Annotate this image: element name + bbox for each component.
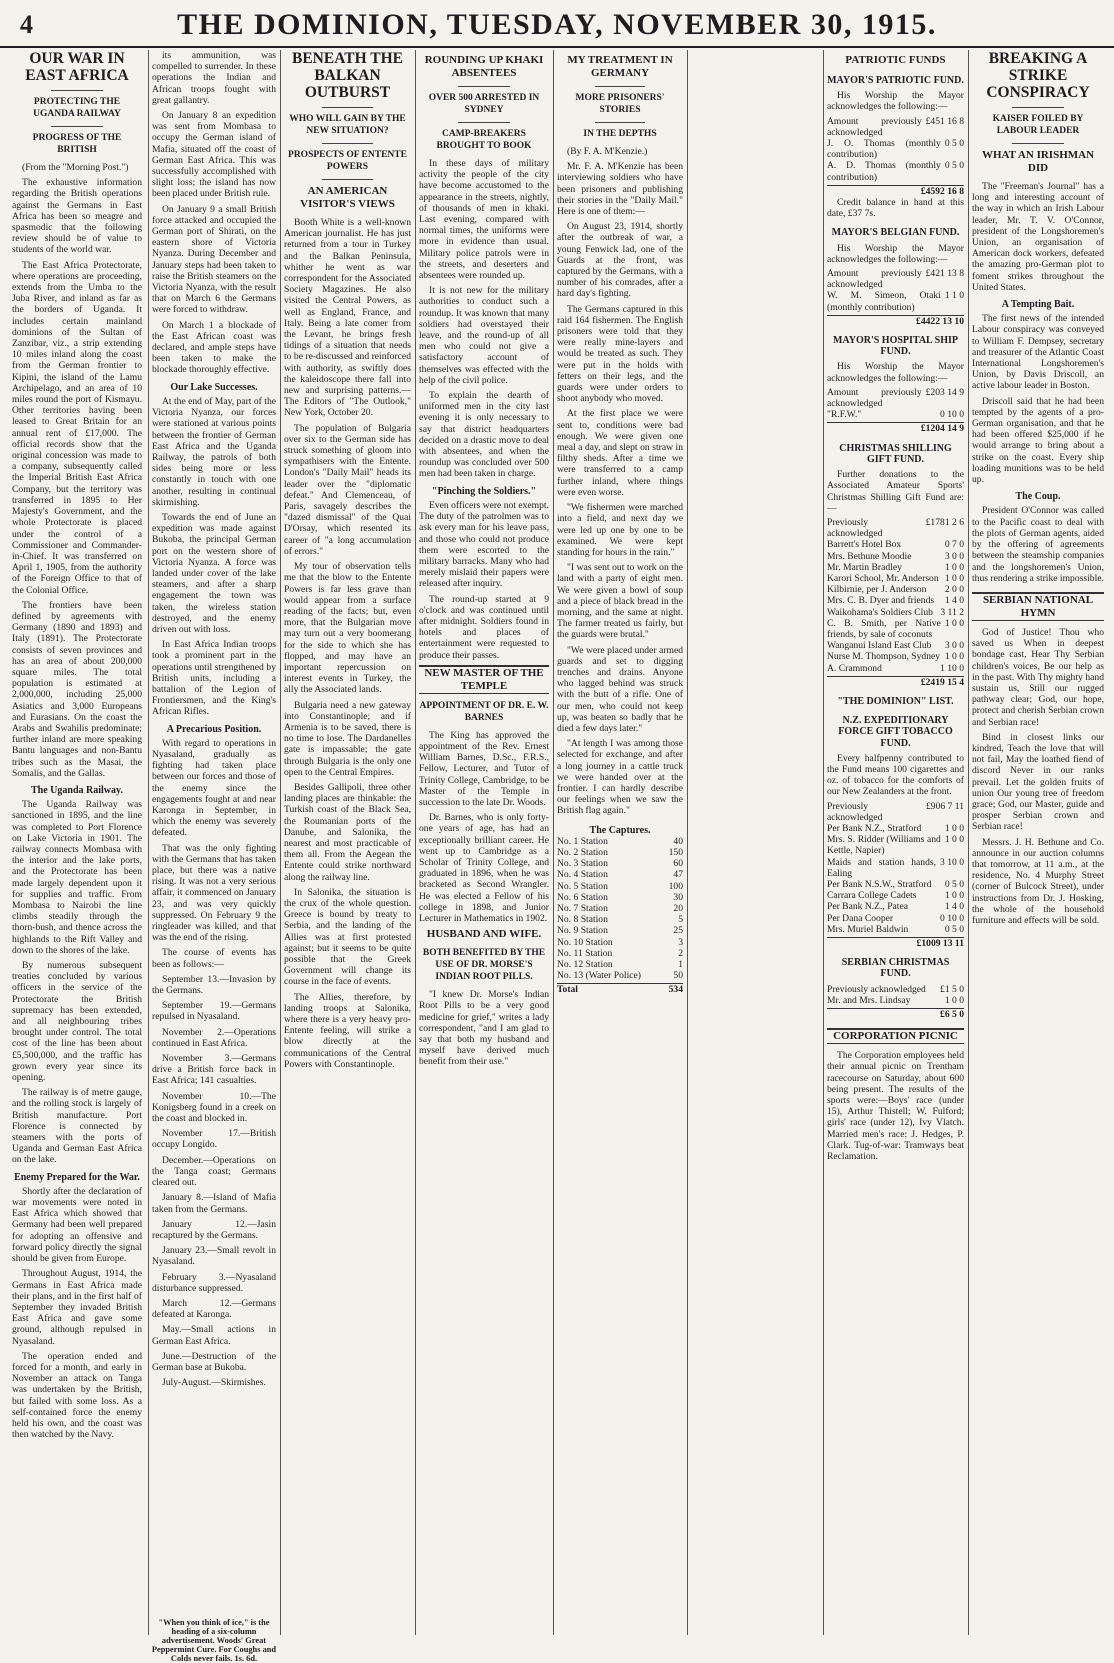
fund-amount: 3 11 2 (940, 606, 964, 618)
station-name: No. 9 Station (557, 925, 608, 937)
fund-intro: His Worship the Mayor acknowledges the following:— (827, 90, 964, 113)
station-count: 150 (668, 846, 683, 858)
deck-appointment-barnes: APPOINTMENT OF DR. E. W. BARNES (419, 700, 549, 723)
fund-row (827, 618, 964, 640)
station-count: 2 (678, 947, 683, 959)
fund-label: Waikohama's Soldiers Club (827, 606, 933, 618)
article-paragraph: Even officers were not exempt. The duty of the patrolmen was to ask every man for his leave pass, and those who could not produce them were escorted to the military barracks. Many who had merely mislaid their papers were released after inquiry. (419, 499, 549, 590)
subheading-lake-successes: Our Lake Successes. (170, 381, 258, 393)
chronology-item: November 17.—British occupy Longido. (152, 1128, 276, 1151)
headline-corporation-picnic: CORPORATION PICNIC (827, 1028, 964, 1044)
hymn-verse: God of Justice! Thou who saved us When in deepest bondage cast, Hear Thy Serbian children's voices, Be our help as in the past. With Thy mighty hand sustain us, Still our rugged pathway clear; God, our hope, protect and cherish Serbian crown and Serbian race! (972, 626, 1104, 728)
divider (51, 90, 103, 91)
fund-label: Per Bank N.Z., Patea (827, 901, 908, 913)
deck-american-visitor: AN AMERICAN VISITOR'S VIEWS (300, 185, 395, 210)
article-paragraph: "I knew Dr. Morse's Indian Root Pills to be a very good medicine for grief," writes a lady correspondent, "and I am glad to say that both my husband and myself have derived much benefit from their use." (419, 989, 549, 1068)
fund-intro: Every halfpenny contributed to the Fund means 100 cigarettes and oz. of tobacco for the comforts of our New Zealanders at the front. (827, 752, 964, 798)
fund-intro: His Worship the Mayor acknowledges the following:— (827, 361, 964, 384)
fund-amount: £906 7 11 (925, 800, 964, 812)
article-paragraph: Towards the end of June an expedition was made against Bukoba, the principal German port on the western shore of Victoria Nyanza. A force was landed under cover of the lake steamers, and after a sharp engagement the town was taken, the wireless station destroyed, and the enemy driven out with loss. (152, 511, 276, 635)
fund-row (827, 539, 964, 550)
fund-label: Carrara College Cadets (827, 890, 917, 902)
fund-row (827, 517, 964, 539)
fund-label: J. O. Thomas (monthly contribution) (827, 138, 941, 161)
divider (458, 86, 510, 87)
deck-entente-prospects: PROSPECTS OF ENTENTE POWERS (288, 150, 407, 172)
fund-label: Mrs. Bethune Moodie (827, 550, 912, 562)
headline-master-temple: NEW MASTER OF THE TEMPLE (419, 665, 549, 694)
article-paragraph: At the end of May, part of the Victoria Nyanza, our forces were stationed at various points between the frontier of German East Africa and the Uganda Railway, the patrols of both sides being more or less constantly in touch with one another, resulting in continual skirmishing. (152, 395, 276, 508)
fund-amount: 0 10 0 (940, 409, 964, 421)
station-name: No. 11 Station (557, 947, 613, 959)
fund-amount: 0 5 0 (944, 160, 964, 172)
fund-total-amount: £4422 13 10 (916, 315, 964, 327)
station-count: 3 (678, 936, 683, 948)
article-paragraph: On January 8 an expedition was sent from Mombasa to occupy the German island of Mafia, situated off the coast of German East Africa. This was successfully accomplished with slight loss; the island has now been placed under British rule. (152, 110, 276, 200)
page-number: 4 (20, 10, 33, 39)
divider (322, 143, 373, 144)
chronology-item: January 8.—Island of Mafia taken from the Germans. (152, 1192, 276, 1215)
column-4 (419, 50, 549, 1635)
fund-amount: £451 16 8 (925, 115, 964, 127)
fund-row (827, 290, 964, 312)
fund-row (827, 651, 964, 662)
chronology-item: September 13.—Invasion by the Germans. (152, 973, 276, 997)
fund-amount: £1781 2 6 (925, 516, 964, 528)
article-paragraph: Throughout August, 1914, the Germans in East Africa made their plans, and in the first half of September they invaded British East Africa and gave some ground, although repulsed in Nyasaland. (12, 1268, 142, 1347)
article-paragraph: "We fishermen were marched into a field, and next day we were led up one by one to be examined. We were kept standing for hours in the rain." (557, 502, 683, 558)
fund-total-amount: £4592 16 8 (920, 185, 964, 197)
article-paragraph: The frontiers have been defined by agreements with Germany (1890 and 1893) and Italy (1891). The Protectorate consists of seven provinces and has an area of about 200,000 square miles. The total population is estimated at 2,000,000, including 25,000 Asiatics and 3,000 Europeans and Eurasians. On the coast the Arabs and Swahilis predominate; further inland are more speaking Bantu languages and non-Bantu tribes such as the Masai, the Somalis, and the Gallas. (12, 599, 142, 779)
chronology-item: March 12.—Germans defeated at Karonga. (152, 1297, 276, 1321)
station-count: 40 (673, 835, 683, 847)
fund-row (827, 801, 964, 823)
article-paragraph: My tour of observation tells me that the blow to the Entente Powers is far less grave than would appear from a surface reading of the facts; but, even more, that the Bulgarian move may turn out a very boomerang for the side to which she has flopped, and may have an important repercussion on interest events in Turkey, the ally the Associated lands. (284, 561, 411, 696)
fund-label: "R.F.W." (827, 409, 862, 421)
fund-label: Mrs. C. B. Dyer and friends (827, 595, 935, 607)
deck-irishman: WHAT AN IRISHMAN DID (981, 149, 1095, 174)
captures-row (557, 847, 683, 858)
station-count: 60 (673, 858, 683, 870)
station-count: 30 (673, 891, 683, 903)
article-paragraph: The Uganda Railway was sanctioned in 1895, and the line was completed to Port Florence on Lake Victoria in 1901. The railway connects Mombasa with the interior and the lake ports, and the Protectorate has been made largely dependent upon it for supplies and traffic. From Mombasa to Nairobi the line climbs steadily through the thorn-bush, and thence across the highlands to the Rift Valley and down to the shores of the lake. (12, 799, 142, 956)
fund-row (827, 924, 964, 935)
fund-label: Mrs. Muriel Baldwin (827, 923, 909, 935)
fund-row (827, 913, 964, 924)
article-paragraph: The first news of the intended Labour conspiracy was conveyed to William F. Dempsey, secretary and treasurer of the Atlantic Coast International Longshoremen's Union, by Davis Driscoll, an active labour leader in Boston. (972, 313, 1104, 392)
article-paragraph: The East Africa Protectorate, where operations are proceeding, extends from the Umba to the Juba River, and inland as far as the borders of Uganda. It includes certain mainland dominions of the Sultan of Zanzibar, viz., a strip extending 10 miles inland along the coast from the German frontier to Kipini, the island of the Lamu Archipelago, and an area of 10 miles round the port of Kismayu. Other territories having been leased to Great Britain for an annual rent of £17,000. The official records show that the original concession was made to a company, subsequently called the Imperial British East Africa Company, but the territory was transferred in 1895 to Her Majesty's Government, and the whole Protectorate is placed under the control of a Commissioner and Commander-in-Chief. It was transferred on April 1, 1905, from the authority of the Foreign Office to that of the Colonial Office. (12, 259, 142, 596)
captures-row (557, 869, 683, 880)
subheading-enemy-prepared: Enemy Prepared for the War. (14, 1171, 140, 1183)
fund-row (827, 268, 964, 290)
fund-row (827, 901, 964, 912)
fund-total-amount: £2419 15 4 (920, 676, 964, 688)
captures-row (557, 925, 683, 936)
article-paragraph: "We were placed under armed guards and set to digging trenches and drains. Anyone who lagged behind was struck with the butt of a rifle. One of our men, who could not keep up, was beaten so badly that he died a few days later." (557, 644, 683, 734)
fund-row (827, 584, 964, 595)
divider (458, 122, 510, 123)
divider (322, 179, 373, 180)
column-5 (557, 50, 683, 1635)
headline-patriotic-funds: PATRIOTIC FUNDS (845, 54, 946, 66)
divider (1012, 143, 1065, 144)
fund-row (827, 984, 964, 995)
article-paragraph: The Corporation employees held their annual picnic on Trentham racecourse on Saturday, about 600 being present. The results of the sports were:—Boys' race (under 15), Arthur Thistell; W. Fulford; girls' race (under 12), Ivy Vlatch. Married men's race: J. Hedges, P. Clark. Tug-of-war: Tramways beat Reclamation. (827, 1050, 964, 1163)
article-paragraph: In East Africa Indian troops took a prominent part in the operations until strengthened by British units, including a battalion of the Legion of Frontiersmen, and the King's African Rifles. (152, 639, 276, 718)
article-paragraph: On January 9 a small British force attacked and occupied the German port of Shirati, on the eastern shore of Victoria Nyanza. During December and January steps had been taken to raise the British steamers on the Victoria Nyanza, with the result that on March 6 the Germans were forced to withdraw. (152, 203, 276, 316)
fund-amount: 3 10 0 (940, 856, 964, 868)
fund-label: Previously acknowledged (827, 983, 926, 995)
fund-row (827, 573, 964, 584)
captures-total-row (557, 983, 683, 995)
fund-title: SERBIAN CHRISTMAS FUND. (841, 957, 950, 980)
captures-row (557, 836, 683, 847)
fund-amount: £421 13 8 (925, 268, 964, 280)
column-rule (553, 50, 554, 1635)
fund-amount: 0 7 0 (944, 539, 964, 551)
station-name: No. 10 Station (557, 936, 613, 948)
fund-amount: 0 10 0 (940, 912, 964, 924)
station-count: 25 (673, 925, 683, 937)
station-count: 47 (673, 869, 683, 881)
station-count: 100 (668, 880, 683, 892)
captures-row (557, 903, 683, 914)
article-paragraph: On August 23, 1914, shortly after the outbreak of war, a young Fenwick lad, one of the Guards at the front, was captured by the Germans, with a number of his comrades, after a hard day's fighting. (557, 221, 683, 300)
chronology-item: February 3.—Nyasaland disturbance suppressed. (152, 1271, 276, 1294)
captures-row (557, 970, 683, 981)
headline-strike-conspiracy: BREAKING A STRIKE CONSPIRACY (986, 50, 1090, 101)
divider (322, 107, 373, 108)
fund-row (827, 160, 964, 182)
chronology-item: November 10.—The Konigsberg found in a creek on the coast and blocked in. (152, 1090, 276, 1125)
deck-prisoners-stories: MORE PRISONERS' STORIES (575, 93, 665, 115)
fund-label: C. B. Smith, per Native friends, by sale of coconuts (827, 617, 941, 640)
fund-label: Per Dana Cooper (827, 912, 894, 924)
article-paragraph: "At length I was among those selected for exchange, and after a long journey in a cattle truck we were handed over at the frontier. I can hardly describe our feelings when we saw the British flag again." (557, 738, 683, 817)
column-rule (280, 50, 281, 1635)
fund-label: A. D. Thomas (monthly contribution) (827, 160, 941, 183)
chronology-item: May.—Small actions in German East Africa. (152, 1324, 276, 1347)
column-6 (827, 50, 964, 1635)
article-paragraph: The exhaustive information regarding the British operations against the Germans in East Africa has been so meagre and spasmodic that the following review should be of value to students of the world war. (12, 177, 142, 256)
hymn-verse: Bind in closest links our kindred, Teach the love that will not fail, May the loathed fiend of discord Never in our ranks prevail. Let the golden fruits of union Our young tree of freedom grace; God, our Master, guide and prosper Serbian crown and Serbian race! (972, 731, 1104, 833)
fund-amount: 0 5 0 (944, 879, 964, 890)
station-count: 50 (673, 970, 683, 982)
fund-amount: 1 4 0 (944, 901, 964, 913)
column-rule (415, 50, 416, 1635)
chronology-item: June.—Destruction of the German base at Bukoba. (152, 1350, 276, 1373)
article-paragraph: At the first place we were sent to, conditions were bad enough. We were given one meal a day, and slept on straw in filthy sheds. After a time we were transferred to a camp further inland, where things were even worse. (557, 408, 683, 498)
article-paragraph: Mr. F. A. M'Kenzie has been interviewing soldiers who have been prisoners and publishing their stories in the "Daily Mail." Here is one of them:— (557, 161, 683, 218)
fund-total (827, 1008, 964, 1020)
peppermint-cure-advert: "When you think of ice," is the heading of a six-column advertisement. Woods' Great Peppermint Cure. For Coughs and Colds never fails. 1s. 6d. (151, 1618, 277, 1663)
headline-khaki-absentees: ROUNDING UP KHAKI ABSENTEES (424, 54, 544, 79)
article-paragraph: President O'Connor was called to the Pacific coast to deal with the plots of German agents, aided by the offering of agreements between the steamship companies and the longshoremen's Union, thus rendering a strike impossible. (972, 505, 1104, 584)
byline: (By F. A. M'Kenzie.) (567, 146, 648, 157)
subheading-the-coup: The Coup. (1015, 491, 1061, 503)
station-name: No. 1 Station (557, 835, 608, 847)
article-paragraph: Besides Gallipoli, three other landing places are thinkable: the Turkish coast of the Black Sea, the Roumanian ports of the Danube, and Salonika, the nearest and most practicable of them all. From the Aegean the Entente could strike northward along the railway line. (284, 781, 411, 883)
fund-row (827, 607, 964, 618)
chronology-item: November 3.—Germans drive a British force back in East Africa; 141 casualties. (152, 1053, 276, 1087)
fund-row (827, 890, 964, 901)
source-line: (From the "Morning Post.") (22, 162, 129, 173)
fund-row (827, 857, 964, 879)
article-paragraph: On March 1 a blockade of the East African coast was declared, and ample steps have been taken to make the blockade thoroughly effective. (152, 319, 276, 376)
deck-progress-british: PROGRESS OF THE BRITISH (32, 133, 122, 155)
fund-title: "THE DOMINION" LIST. (837, 695, 954, 707)
headline-husband-wife: HUSBAND AND WIFE. (426, 928, 542, 941)
fund-label: Previously acknowledged (827, 800, 883, 823)
fund-label: Mr. Martin Bradley (827, 561, 902, 573)
fund-total-amount: £1009 13 11 (916, 938, 964, 950)
fund-row (827, 116, 964, 138)
fund-amount: 1 0 0 (944, 572, 964, 584)
deck-kaiser-foiled: KAISER FOILED BY LABOUR LEADER (992, 114, 1084, 136)
fund-amount: 1 0 0 (944, 561, 964, 573)
captures-row (557, 881, 683, 892)
fund-amount: 1 10 0 (940, 662, 964, 674)
fund-total (827, 185, 964, 197)
column-rule (823, 50, 824, 1635)
station-name: No. 6 Station (557, 891, 608, 903)
station-name: No. 12 Station (557, 959, 613, 971)
fund-row (827, 138, 964, 160)
article-paragraph: The Allies, therefore, by landing troops at Salonika, where there is a very heavy pro-Entente feeling, will strike a blow directly at the communications of the Central Powers with Constantinople. (284, 991, 411, 1070)
fund-title: MAYOR'S PATRIOTIC FUND. (827, 75, 964, 86)
headline-treatment-germany: MY TREATMENT IN GERMANY (567, 54, 673, 79)
station-name: No. 2 Station (557, 846, 608, 858)
divider (595, 122, 645, 123)
column-2 (152, 50, 276, 1610)
fund-amount: 1 0 0 (944, 822, 964, 834)
station-name: No. 4 Station (557, 869, 608, 881)
fund-amount: £203 14 9 (925, 386, 964, 398)
fund-total-amount: £6 5 0 (940, 1009, 964, 1021)
divider (595, 86, 645, 87)
fund-row (827, 595, 964, 606)
fund-label: A. Crammond (827, 662, 882, 674)
article-paragraph: The round-up started at 9 o'clock and was continued until after midnight. Soldiers found in hotels and places of entertainment were requested to produce their passes. (419, 593, 549, 661)
fund-label: Amount previously acknowledged (827, 268, 922, 291)
fund-total (827, 315, 964, 327)
article-paragraph: The King has approved the appointment of the Rev. Ernest William Barnes, D.Sc., F.R.S., Fellow, Lecturer, and Tutor of Trinity College, Cambridge, to be Master of the Temple in succession to the late Dr. Woods. (419, 729, 549, 808)
fund-label: Amount previously acknowledged (827, 115, 922, 138)
article-paragraph: "I was sent out to work on the land with a party of eight men. We were given a bowl of soup and a piece of black bread in the morning, and the same at night. The farmer treated us fairly, but the guards were brutal." (557, 562, 683, 641)
masthead (0, 6, 1114, 48)
article-paragraph: With regard to operations in Nyasaland, gradually as fighting had taken place between our forces and those of the enemy since the engagements fought at and near Karonga in September, in which the enemy was severely defeated. (152, 737, 276, 839)
deck-new-situation: WHO WILL GAIN BY THE NEW SITUATION? (289, 114, 406, 136)
column-rule (687, 50, 688, 1635)
article-paragraph: The operation ended and forced for a month, and early in November an attack on Tanga was undertaken by the British, but failed with some loss. As a self-contained force the enemy held his own, and the coast was then watched by the Navy. (12, 1350, 142, 1441)
subheading-tempting-bait: A Tempting Bait. (1001, 299, 1075, 311)
fund-label: Per Bank N.S.W., Stratford (827, 879, 932, 890)
deck-in-the-depths: IN THE DEPTHS (583, 129, 657, 139)
fund-row (827, 995, 964, 1006)
article-paragraph: Messrs. J. H. Bethune and Co. announce in our auction columns that tomorrow, at 11 a.m., at the residence, No. 4 Murphy Street (corner of Bulcock Street), under instructions from Dr. J. Hosking, the whole of the household furniture and effects will be sold. (972, 836, 1104, 926)
article-paragraph: its ammunition, was compelled to surrender. In these operations the Indian and African troops fought with great gallantry. (152, 50, 276, 106)
fund-amount: 2 0 0 (944, 584, 964, 596)
fund-label: Amount previously acknowledged (827, 386, 922, 410)
station-name: No. 3 Station (557, 858, 608, 870)
fund-amount: 0 5 0 (944, 138, 964, 150)
deck-camp-breakers: CAMP-BREAKERS BROUGHT TO BOOK (436, 129, 532, 151)
fund-title: CHRISTMAS SHILLING GIFT FUND. (839, 442, 952, 465)
fund-credit-note: Credit balance in hand at this date, £37 7s. (827, 197, 964, 220)
fund-label: Karori School, Mr. Anderson (827, 572, 939, 584)
station-count: 20 (673, 903, 683, 914)
fund-row (827, 879, 964, 890)
fund-amount: 1 0 0 (944, 994, 964, 1006)
fund-amount: 1 0 0 (944, 890, 964, 902)
newspaper-title: THE DOMINION, TUESDAY, NOVEMBER 30, 1915. (177, 8, 937, 41)
station-count: 1 (678, 959, 683, 971)
fund-label: Previously acknowledged (827, 516, 883, 540)
article-paragraph: To explain the dearth of uniformed men in the city last evening it is only necessary to say that district headquarters decided on a drastic move to deal with absentees, and when the roundup was concluded over 500 men had been taken in charge. (419, 390, 549, 480)
fund-label: Wanganui Island East Club (827, 640, 932, 652)
fund-label: Barrett's Hotel Box (827, 539, 902, 551)
station-count: 5 (678, 914, 683, 926)
fund-row (827, 387, 964, 409)
fund-label: W. M. Simeon, Otaki (monthly contribution) (827, 290, 941, 313)
fund-amount: 1 4 0 (944, 595, 964, 607)
article-paragraph: Shortly after the declaration of war movements were noted in East Africa which showed that Germany had been well prepared for adopting an offensive and forward policy directly the signal should be given from Europe. (12, 1185, 142, 1265)
fund-amount: 3 0 0 (944, 640, 964, 652)
chronology-intro: The course of events has been as follows:— (152, 947, 276, 970)
fund-title: MAYOR'S BELGIAN FUND. (831, 227, 960, 239)
fund-total-amount: £1204 14 9 (920, 423, 964, 435)
fund-label: Maids and station hands, Ealing (827, 856, 937, 879)
captures-total-label: Total (557, 984, 578, 996)
headline-balkan: BENEATH THE BALKAN OUTBURST (292, 50, 403, 101)
station-name: No. 13 (Water Police) (557, 970, 641, 982)
divider (51, 126, 103, 127)
fund-subtitle: N.Z. EXPEDITIONARY FORCE GIFT TOBACCO FUND. (838, 715, 953, 749)
fund-row (827, 823, 964, 834)
article-paragraph: Dr. Barnes, who is only forty-one years of age, has had an exceptionally brilliant career. He went up to Cambridge as a Scholar of Trinity College, and graduated in 1896, when he was bracketed as Second Wrangler. He was elected a Fellow of his college in 1898, and Junior Lecturer in Mathematics in 1902. (419, 812, 549, 924)
captures-row (557, 858, 683, 869)
fund-row (827, 663, 964, 674)
chronology-item: November 2.—Operations continued in East Africa. (152, 1026, 276, 1049)
article-paragraph: Booth White is a well-known American journalist. He has just returned from a tour in Turkey and the Balkan Peninsula, whither he went as war correspondent for the Associated Society Magazines. He also visited the Central Powers, as well as England, France, and Italy. Being a late comer from the Levant, he brings fresh tidings of a situation that needs to be re-discussed and reinforced with authority, as swiftly does the kaleidoscope there fall into new and surprising patterns.—The Editors of "The Outlook," New York, October 20. (284, 217, 411, 419)
fund-intro: His Worship the Mayor acknowledges the following:— (827, 242, 964, 265)
fund-amount: 1 0 0 (944, 834, 964, 846)
fund-row (827, 409, 964, 420)
chronology-item: January 12.—Jasin recaptured by the Germans. (152, 1218, 276, 1241)
fund-total (827, 676, 964, 688)
captures-row (557, 892, 683, 903)
deck-arrested-sydney: OVER 500 ARRESTED IN SYDNEY (428, 93, 540, 115)
fund-amount: 1 0 0 (944, 617, 964, 629)
captures-row (557, 948, 683, 959)
chronology-item: July-August.—Skirmishes. (162, 1377, 266, 1389)
fund-row (827, 551, 964, 562)
fund-row (827, 562, 964, 573)
chronology-item: December.—Operations on the Tanga coast; Germans cleared out. (152, 1154, 276, 1189)
headline-serbian-hymn: SERBIAN NATIONAL HYMN (972, 592, 1104, 621)
article-paragraph: By numerous subsequent treaties concluded by various officers in the service of the Protectorate the British supremacy has been extended, and all neighbouring tribes brought under control. The total cost of the line has been about £5,500,000, and the traffic has grown every year since its opening. (12, 960, 142, 1084)
fund-label: Per Bank N.Z., Stratford (827, 822, 922, 834)
column-rule (968, 50, 969, 1635)
captures-row (557, 959, 683, 970)
fund-row (827, 834, 964, 856)
column-3 (284, 50, 411, 1635)
subheading-uganda-railway: The Uganda Railway. (31, 784, 123, 796)
article-paragraph: The railway is of metre gauge, and the rolling stock is largely of British manufacture. Port Florence is connected by steamers with the ports of Uganda and German East Africa on the lake. (12, 1087, 142, 1166)
article-paragraph: The population of Bulgaria over six to the German side has struck something of gloom into sympathisers with the Entente. London's "Daily Mail" heads its leader over the "diplomatic defeat." And Clemenceau, of Paris, savagely describes the "dazed dismissal" of the Quai D'Orsay, which resented its career of "a long accumulation of errors." (284, 422, 411, 557)
station-name: No. 8 Station (557, 914, 608, 926)
fund-total (827, 422, 964, 434)
station-name: No. 5 Station (557, 880, 608, 892)
captures-row (557, 914, 683, 925)
divider (1012, 107, 1065, 108)
fund-amount: 1 0 0 (944, 651, 964, 663)
column-rule (148, 50, 149, 1635)
article-paragraph: The Germans captured in this raid 164 fishermen. The English prisoners were told that they were really mine-layers and would be treated as such. They were put in the holds with fetters on their legs, and the guards were under orders to shoot anybody who moved. (557, 303, 683, 405)
captures-title: The Captures. (589, 824, 651, 836)
chronology-list (152, 974, 276, 1389)
article-paragraph: In these days of military activity the people of the city have become accustomed to the appearance in the streets, nightly, of thousands of men in khaki. Last evening, compared with normal times, the uniforms were more in evidence than usual. Military police patrols were in the streets, and deserters and absentees were rounded up. (419, 158, 549, 282)
captures-table (557, 836, 683, 996)
fund-amount: 1 1 0 (944, 290, 964, 302)
headline-east-africa: OUR WAR IN EAST AFRICA (25, 50, 129, 84)
article-paragraph: Driscoll said that he had been tempted by the agents of a pro-German organisation, and that he had been offered $25,000 if he would arrange to bring about a strike on the coast. Every ship loading munitions was to be held up. (972, 395, 1104, 486)
deck-indian-root-pills: BOTH BENEFITED BY THE USE OF DR. MORSE'S INDIAN ROOT PILLS. (422, 948, 546, 983)
fund-amount: 0 5 0 (944, 923, 964, 935)
captures-total: 534 (668, 984, 683, 996)
fund-label: Mrs. S. Ridder (Williams and Kettle, Napier) (827, 834, 941, 857)
column-7 (972, 50, 1104, 1635)
fund-label: Nurse M. Thompson, Sydney (827, 651, 941, 663)
article-paragraph: It is not new for the military authorities to conduct such a roundup. It was known that many soldiers had overstayed their leave, and the round-up of all men who could not give a satisfactory account of themselves was effected with the help of the civil police. (419, 285, 549, 386)
chronology-item: September 19.—Germans repulsed in Nyasaland. (152, 1000, 276, 1023)
article-paragraph: Bulgaria need a new gateway into Constantinople; and if Armenia is to be saved, there is no time to lose. The Dardanelles gate is impassable; the gate through Bulgaria is the only one open to the Central Empires. (284, 699, 411, 778)
deck-uganda-railway: PROTECTING THE UGANDA RAILWAY (33, 97, 121, 119)
fund-amount: 3 0 0 (944, 550, 964, 562)
article-paragraph: That was the only fighting with the Germans that has taken place, but there was a native rising. It was not a very serious affair, it commenced on January 23, and was very quickly suppressed. On February 9 the ringleader was killed, and that was the end of the rising. (152, 842, 276, 944)
station-name: No. 7 Station (557, 903, 608, 914)
fund-total (827, 937, 964, 949)
article-paragraph: In Salonika, the situation is the crux of the whole question. Greece is bound by treaty to Serbia, and the landing of the Allies was at first protested against; but it seems to be quite possible that the Greek Government will change its course in the face of events. (284, 886, 411, 988)
fund-amount: £1 5 0 (940, 983, 964, 995)
fund-title: MAYOR'S HOSPITAL SHIP FUND. (832, 335, 959, 358)
fund-intro: Further donations to the Associated Amateur Sports' Christmas Shilling Gift Fund are:— (827, 469, 964, 514)
fund-row (827, 640, 964, 651)
column-1 (12, 50, 142, 1635)
fund-label: Kilbirnie, per J. Anderson (827, 584, 927, 596)
subheading-pinching-soldiers: "Pinching the Soldiers." (431, 485, 537, 497)
captures-row (557, 937, 683, 948)
subheading-precarious-position: A Precarious Position. (166, 723, 262, 735)
chronology-item: January 23.—Small revolt in Nyasaland. (152, 1245, 276, 1268)
article-paragraph: The "Freeman's Journal" has a long and interesting account of the way in which an Irish Labour leader, Mr. T. V. O'Connor, president of the Longshoremen's Union, an organisation of American dock workers, defeated the amazing pro-German plot to foment strikes throughout the United States. (972, 181, 1104, 293)
fund-label: Mr. and Mrs. Lindsay (827, 994, 911, 1006)
